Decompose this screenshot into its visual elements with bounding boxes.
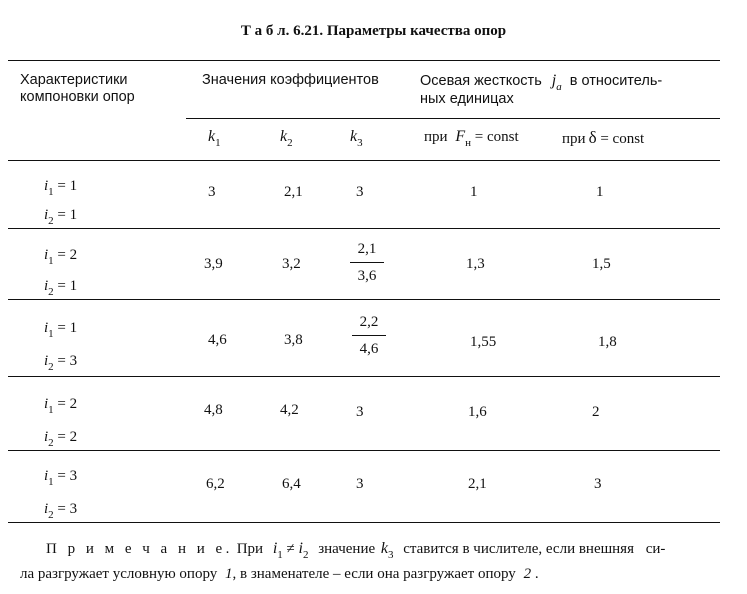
note-line-1: П р и м е ч а н и е. При $i_1 \ne i_2$ значение $k_3$ ставится в числителе, если внешняя си- <box>46 540 666 561</box>
fraction-bar <box>350 262 384 263</box>
rule-row-4 <box>8 450 720 451</box>
row-label: $i_1 = 2$ $i_2 = 1$ <box>44 247 78 298</box>
row2-k2: 3,2 <box>282 256 301 272</box>
rule-header-bottom <box>8 160 720 161</box>
row4-k1: 4,8 <box>204 402 223 418</box>
row5-j-delta: 3 <box>594 476 602 492</box>
header-characteristics <box>20 72 135 106</box>
table-title: Т а б л. 6.21. Параметры качества опор <box>240 23 507 39</box>
header-stiffness-symbol: $j_a$ <box>551 72 562 93</box>
row1-k2: 2,1 <box>284 184 303 200</box>
rule-top <box>8 60 720 61</box>
header-stiffness-text-b: в относитель- <box>569 73 663 89</box>
row4-k3: 3 <box>356 404 364 420</box>
row4-j-delta: 2 <box>592 404 600 420</box>
row2-k1: 3,9 <box>204 256 223 272</box>
row4-j-force: 1,6 <box>468 404 487 420</box>
row1-k1: 3 <box>208 184 216 200</box>
row2-k3-denominator: 3,6 <box>357 268 377 284</box>
rule-row-2 <box>8 299 720 300</box>
row5-j-force: 2,1 <box>468 476 487 492</box>
header-k1: $k_1$ <box>208 128 221 149</box>
header-characteristics-line2: компоновки опор <box>20 89 135 105</box>
rule-row-1 <box>8 228 720 229</box>
row3-j-force: 1,55 <box>470 334 497 350</box>
rule-row-3 <box>8 376 720 377</box>
row1-k3: 3 <box>356 184 364 200</box>
header-cond-delta: при δ = const <box>562 128 645 147</box>
row2-j-delta: 1,5 <box>592 256 611 272</box>
header-stiffness-line2: ных единицах <box>420 91 514 107</box>
row3-k3-denominator: 4,6 <box>359 341 379 357</box>
rule-bottom <box>8 522 720 523</box>
rule-subheader <box>186 118 720 119</box>
row3-k3-fraction <box>352 313 386 358</box>
row2-j-force: 1,3 <box>466 256 485 272</box>
row1-j-force: 1 <box>470 184 478 200</box>
header-stiffness-text-a: Осевая жесткость <box>420 73 542 89</box>
row-label: $i_1 = 1$ $i_2 = 1$ <box>44 178 78 227</box>
row-label: $i_1 = 1$ $i_2 = 3$ <box>44 320 78 373</box>
row3-k1: 4,6 <box>208 332 227 348</box>
row2-k3-fraction <box>350 240 384 285</box>
row5-k1: 6,2 <box>206 476 225 492</box>
row3-k2: 3,8 <box>284 332 303 348</box>
row5-k2: 6,4 <box>282 476 301 492</box>
header-k3: $k_3$ <box>350 128 363 149</box>
note-label: П р и м е ч а н и е. <box>46 541 233 557</box>
row-label: $i_1 = 2$ $i_2 = 2$ <box>44 396 78 449</box>
note-line-2: ла разгружает условную опору 1, в знаменателе – если она разгружает опору 2 . <box>20 566 539 582</box>
header-coefficients: Значения коэффициентов <box>202 72 379 88</box>
row1-j-delta: 1 <box>596 184 604 200</box>
row3-k3-numerator: 2,2 <box>359 314 379 330</box>
header-cond-force: при $F_н$ = const <box>424 128 519 149</box>
row2-k3-numerator: 2,1 <box>357 241 377 257</box>
row4-k2: 4,2 <box>280 402 299 418</box>
header-characteristics-line1: Характеристики <box>20 72 128 88</box>
row5-k3: 3 <box>356 476 364 492</box>
row3-j-delta: 1,8 <box>598 334 617 350</box>
header-stiffness <box>420 72 662 108</box>
row-label: $i_1 = 3$ $i_2 = 3$ <box>44 468 78 521</box>
header-k2: $k_2$ <box>280 128 293 149</box>
fraction-bar <box>352 335 386 336</box>
